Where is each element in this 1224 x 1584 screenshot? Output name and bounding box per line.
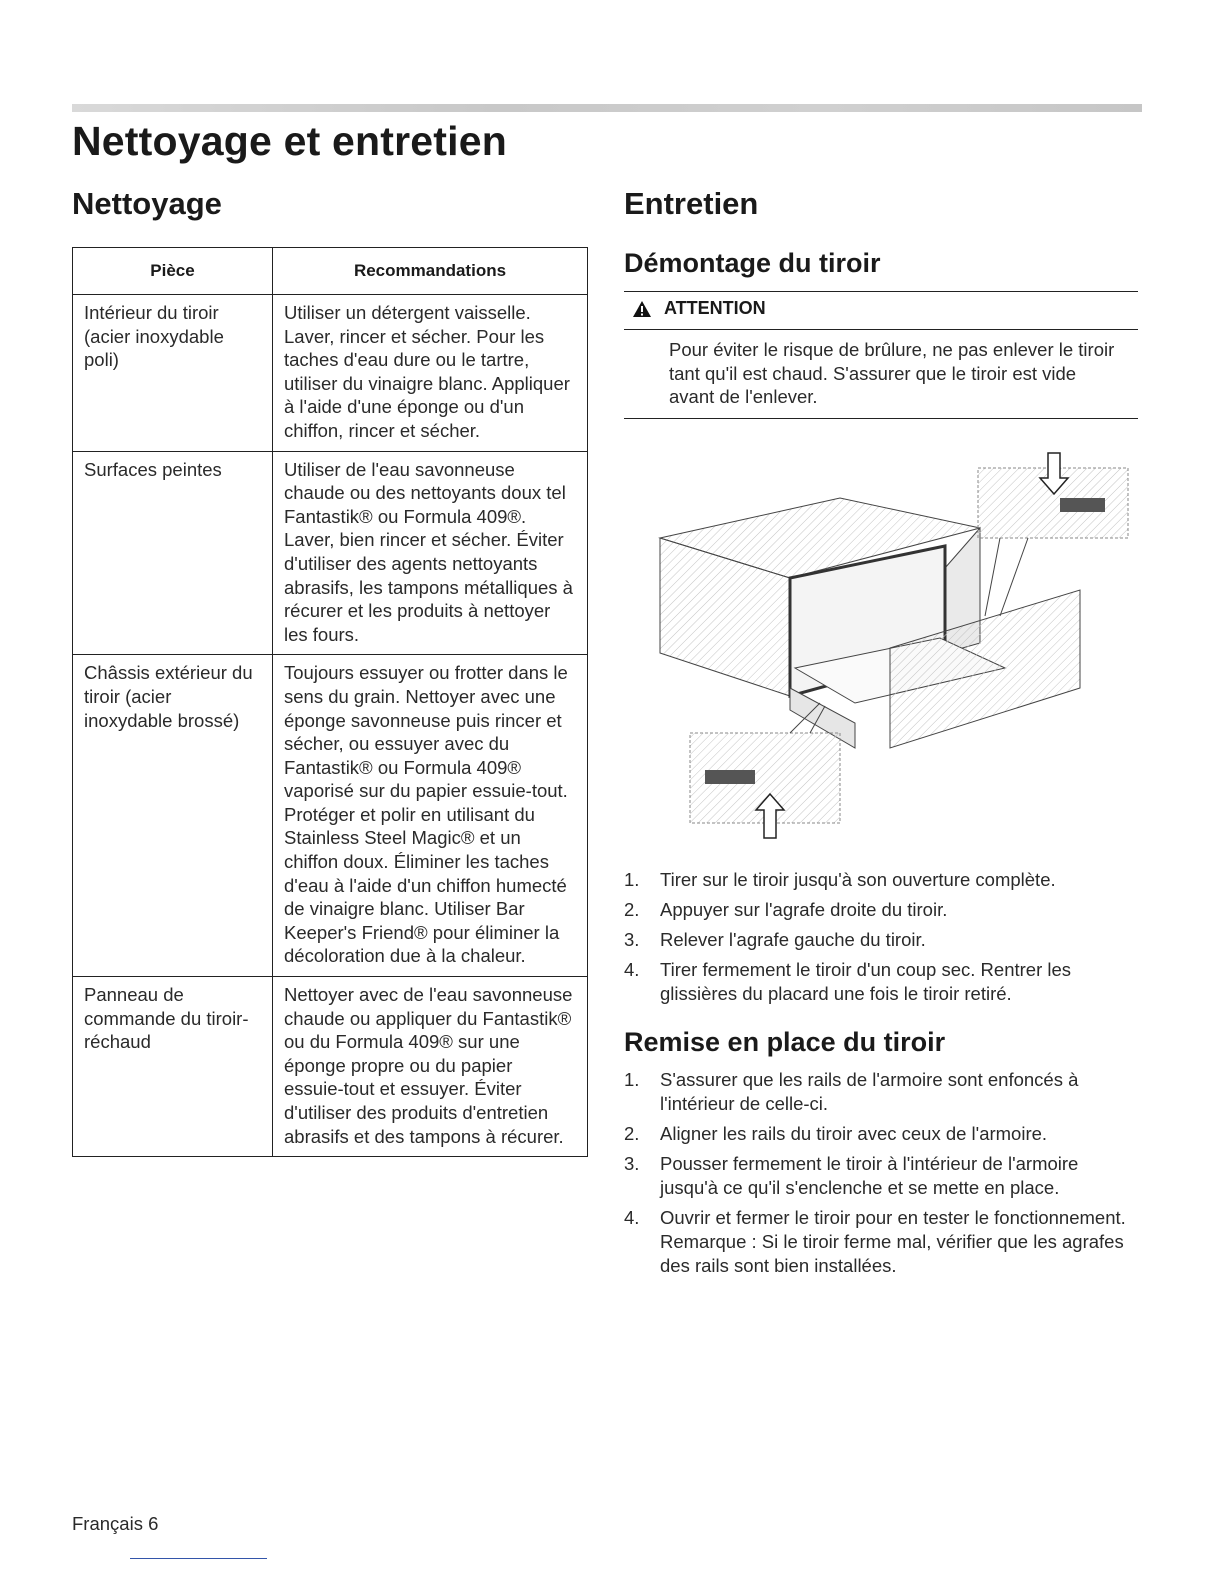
step-number: 1.	[624, 1069, 640, 1090]
maintenance-heading: Entretien	[624, 186, 759, 221]
part-cell: Châssis extérieur du tiroir (acier inoxydable brossé)	[73, 655, 273, 977]
step-text: Tirer sur le tiroir jusqu'à son ouverture complète.	[660, 869, 1056, 890]
list-item	[624, 958, 1134, 1006]
table-row	[73, 655, 588, 977]
replacement-steps	[624, 1068, 1134, 1284]
footer-rule	[130, 1558, 267, 1559]
advice-cell: Utiliser un détergent vaisselle. Laver, rincer et sécher. Pour les taches d'eau dure ou le tartre, utiliser du vinaigre blanc. Appliquer à l'aide d'une éponge ou d'un chiffon, rincer et sécher.	[273, 295, 588, 452]
step-number: 3.	[624, 1153, 640, 1174]
table-row	[73, 977, 588, 1157]
removal-heading: Démontage du tiroir	[624, 248, 881, 278]
advice-cell: Toujours essuyer ou frotter dans le sens du grain. Nettoyer avec une éponge savonneuse puis rincer et sécher, ou essuyer avec du Fantastik® ou Formula 409® vaporisé sur du papier essuie-tout. Protéger et polir en utilisant du Stainless Steel Magic® et un chiffon doux. Éliminer les taches d'eau à l'aide d'un chiffon humecté de vinaigre blanc. Utiliser Bar Keeper's Friend® pour éliminer la décoloration due à la chaleur.	[273, 655, 588, 977]
step-number: 2.	[624, 1123, 640, 1144]
list-item	[624, 898, 1134, 922]
step-number: 4.	[624, 959, 640, 980]
list-item	[624, 1206, 1134, 1278]
warning-triangle-icon	[632, 300, 652, 318]
step-text: Tirer fermement le tiroir d'un coup sec. Rentrer les glissières du placard une fois le tiroir retiré.	[660, 959, 1072, 1004]
table-row	[73, 451, 588, 655]
header-rule	[72, 104, 1142, 112]
warning-label: ATTENTION	[664, 298, 766, 318]
step-text: S'assurer que les rails de l'armoire sont enfoncés à l'intérieur de celle-ci.	[660, 1069, 1079, 1114]
list-item	[624, 1122, 1134, 1146]
table-header-row	[73, 248, 588, 295]
table-row	[73, 295, 588, 452]
step-text: Pousser fermement le tiroir à l'intérieur de l'armoire jusqu'à ce qu'il s'enclenche et se mette en place.	[660, 1153, 1079, 1198]
list-item	[624, 868, 1134, 892]
step-text: Aligner les rails du tiroir avec ceux de l'armoire.	[660, 1123, 1048, 1144]
list-item	[624, 928, 1134, 952]
list-item	[624, 1068, 1134, 1116]
column-header-recommendations: Recommandations	[273, 248, 588, 295]
page-title: Nettoyage et entretien	[72, 118, 508, 164]
advice-cell: Utiliser de l'eau savonneuse chaude ou des nettoyants doux tel Fantastik® ou Formula 409®. Laver, bien rincer et sécher. Éviter d'utiliser des agents nettoyants abrasifs, les tampons métalliques à récurer et les produits à nettoyer les fours.	[273, 451, 588, 655]
warning-text: Pour éviter le risque de brûlure, ne pas enlever le tiroir tant qu'il est chaud. S'assurer que le tiroir est vide avant de l'enlever.	[669, 339, 1115, 407]
replacement-heading: Remise en place du tiroir	[624, 1027, 946, 1057]
part-cell: Panneau de commande du tiroir-réchaud	[73, 977, 273, 1157]
step-text: Relever l'agrafe gauche du tiroir.	[660, 929, 926, 950]
step-text: Appuyer sur l'agrafe droite du tiroir.	[660, 899, 948, 920]
warning-mid-rule	[624, 329, 1138, 330]
part-cell: Intérieur du tiroir (acier inoxydable poli)	[73, 295, 273, 452]
drawer-removal-illustration	[640, 448, 1140, 840]
step-number: 3.	[624, 929, 640, 950]
advice-cell: Nettoyer avec de l'eau savonneuse chaude ou appliquer du Fantastik® ou du Formula 409® sur une éponge propre ou du papier essuie-tout et essuyer. Éviter d'utiliser des produits d'entretien abrasifs et des tampons à récurer.	[273, 977, 588, 1157]
page-footer: Français 6	[72, 1513, 159, 1534]
cleaning-heading: Nettoyage	[72, 186, 222, 221]
step-number: 4.	[624, 1207, 640, 1228]
part-cell: Surfaces peintes	[73, 451, 273, 655]
warning-bottom-rule	[624, 418, 1138, 419]
column-header-part: Pièce	[73, 248, 273, 295]
removal-steps	[624, 868, 1134, 1012]
list-item	[624, 1152, 1134, 1200]
warning-top-rule	[624, 291, 1138, 292]
step-number: 2.	[624, 899, 640, 920]
cleaning-table	[72, 247, 588, 1157]
step-number: 1.	[624, 869, 640, 890]
warning-header	[632, 298, 766, 319]
step-text: Ouvrir et fermer le tiroir pour en tester le fonctionnement. Remarque : Si le tiroir ferme mal, vérifier que les agrafes des rails sont bien installées.	[660, 1207, 1126, 1276]
